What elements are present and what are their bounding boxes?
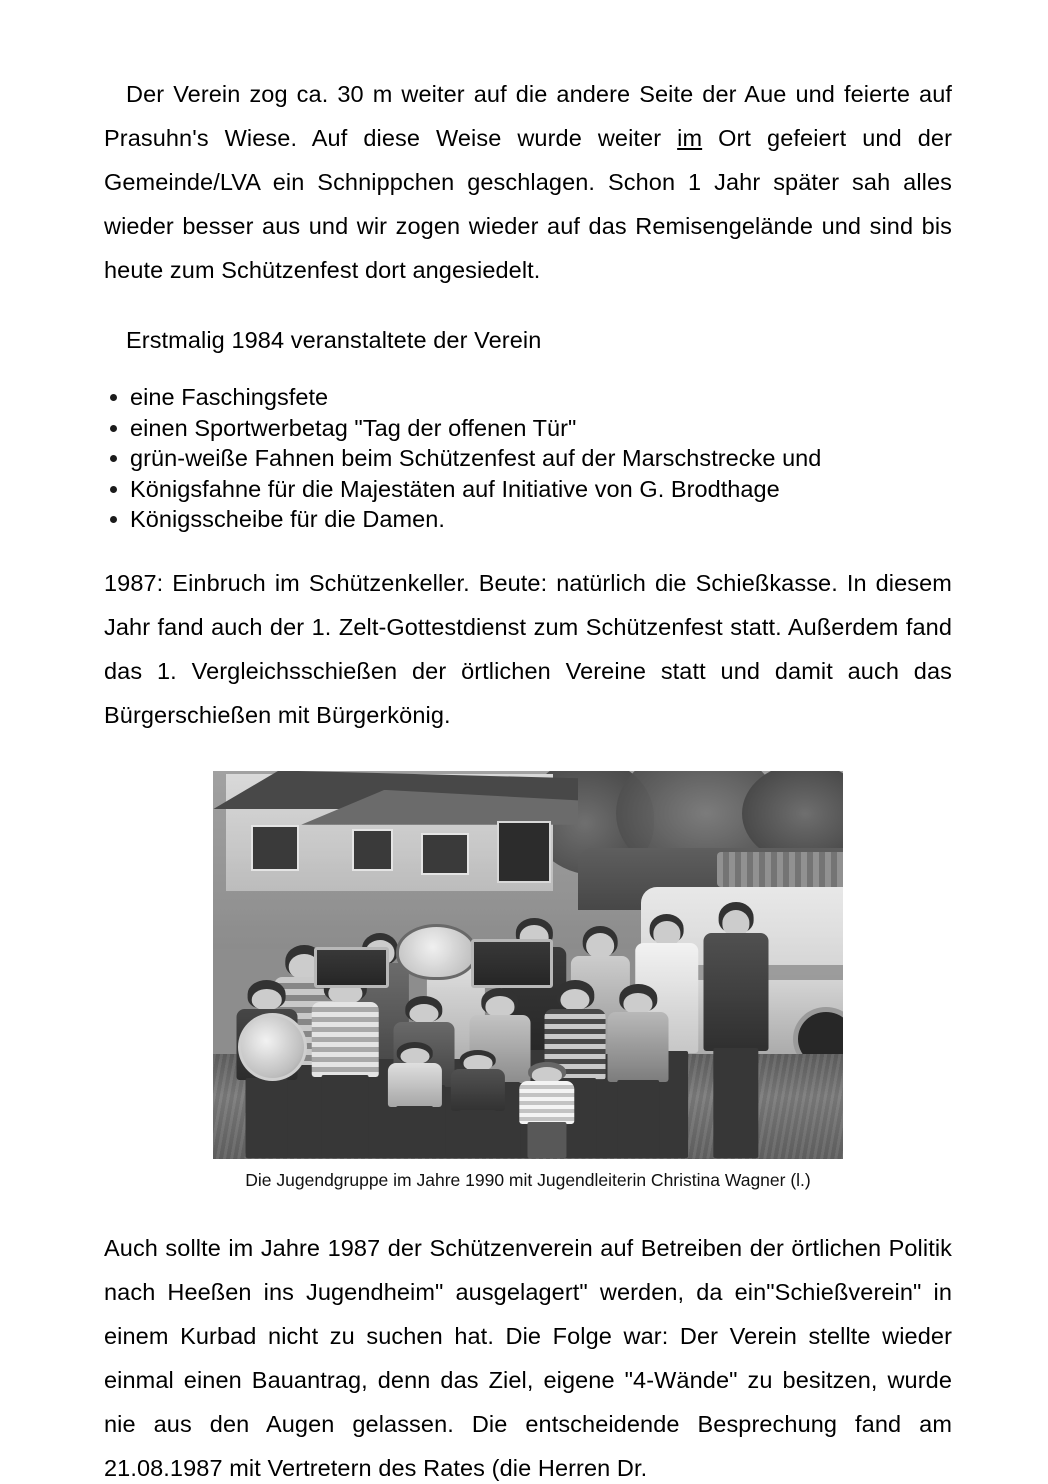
photo-person-head <box>722 910 749 936</box>
photo-house-window <box>251 825 299 872</box>
list-item <box>104 413 952 444</box>
photo-person-legs <box>713 1048 758 1158</box>
photo-person <box>308 972 384 1158</box>
list-item <box>104 382 952 413</box>
photo-child-legs <box>396 1106 434 1158</box>
paragraph-1-text-after: Ort gefeiert und der Gemeinde/LVA ein Schnippchen geschlagen. Schon 1 Jahr später sah alles wieder besser aus und wir zogen wieder auf das Remisengelände und sind bis heute zum Schützenfest dort angesiedelt. <box>104 125 952 283</box>
photo-child-legs <box>459 1110 497 1159</box>
photo-house-window <box>421 833 469 876</box>
paragraph-3: 1987: Einbruch im Schützenkeller. Beute: natürlich die Schießkasse. In diesem Jahr fand auch der 1. Zelt-Gottestdienst zum Schützenfest statt. Außerdem fand das 1. Vergleichsschießen der örtlichen Vereine statt und damit auch das Bürgerschießen mit Bürgerkönig. <box>104 569 952 728</box>
spacer-after-paragraph-2 <box>104 362 952 382</box>
photo-trophy-shield <box>396 924 478 980</box>
list-item <box>104 504 952 535</box>
photo-person-torso <box>608 1012 669 1082</box>
page-content <box>104 72 952 1484</box>
photo-person <box>604 984 673 1159</box>
photo-flower-box <box>717 852 843 887</box>
photo-toddler-legs <box>527 1122 566 1159</box>
photo-toddler-torso <box>519 1081 574 1124</box>
photo-person-torso <box>312 1002 379 1076</box>
photo-person <box>698 902 774 1158</box>
list-item <box>104 443 952 474</box>
paragraph-4: Auch sollte im Jahre 1987 der Schützenverein auf Betreiben der örtlichen Politik nach Heeßen ins Jugendheim" ausgelagert" werden, da ein"Schießverein" in einem Kurbad nicht zu suchen hat. Die Folge war: Der Verein stellte wieder einmal einen Bauantrag, denn das Ziel, eigene "4-Wände" zu besitzen, wurde nie aus den Augen gelassen. Die entscheidende Besprechung fand am 21.08.1987 mit Vertretern des Rates (die Herren Dr. <box>104 1234 952 1481</box>
photo-person-head <box>409 1004 438 1024</box>
spacer-after-figure <box>104 1192 952 1226</box>
photo-child-head <box>463 1055 492 1070</box>
photo-person-head <box>624 993 653 1014</box>
paragraph-1-underlined-word: im <box>677 125 703 151</box>
photo-child-torso <box>388 1063 442 1107</box>
list-item-label: grün-weiße Fahnen beim Schützenfest auf der Marschstrecke und <box>130 445 822 471</box>
list-item-label: Königsfahne für die Majestäten auf Initiative von G. Brodthage <box>130 475 780 502</box>
photo-person-legs <box>617 1080 659 1159</box>
list-item-label: einen Sportwerbetag "Tag der offenen Tür" <box>130 414 577 441</box>
bullet-list <box>104 382 952 535</box>
list-item-label: eine Faschingsfete <box>130 384 329 410</box>
photo-person-head <box>485 996 514 1016</box>
photo-person-torso <box>703 933 768 1051</box>
paragraph-2: Erstmalig 1984 veranstaltete der Verein <box>126 327 542 353</box>
photo-toddler <box>515 1062 578 1159</box>
photograph <box>213 771 843 1159</box>
photo-trophy-plaque <box>314 947 389 988</box>
photo-house-window <box>352 829 394 872</box>
photo-house-door <box>497 821 551 883</box>
list-item <box>104 474 952 505</box>
spacer-after-bullets <box>104 535 952 561</box>
figure-youth-group <box>104 771 952 1192</box>
photo-person-head <box>251 989 281 1010</box>
list-item-label: Königsscheibe für die Damen. <box>130 506 445 532</box>
spacer-after-paragraph-1 <box>104 292 952 318</box>
photo-child <box>383 1042 446 1158</box>
photo-person-head <box>653 921 680 945</box>
paragraph-1 <box>104 72 952 292</box>
spacer-before-figure <box>104 737 952 771</box>
photo-person-legs <box>322 1075 369 1159</box>
photo-person-head <box>561 989 590 1010</box>
figure-caption: Die Jugendgruppe im Jahre 1990 mit Jugendleiterin Christina Wagner (l.) <box>245 1169 811 1190</box>
photo-child-torso <box>451 1069 505 1110</box>
paragraph-1-text-before: Der Verein zog ca. 30 m weiter auf die andere Seite der Aue und feierte auf Prasuhn's Wiese. Auf diese Weise wurde weiter <box>104 81 952 151</box>
photo-wrapper <box>213 771 843 1159</box>
photo-person-legs <box>245 1078 288 1158</box>
photo-child-head <box>400 1048 429 1064</box>
photo-child <box>446 1050 509 1159</box>
photo-person-head <box>587 933 615 959</box>
photo-trophy-disc <box>238 1013 307 1081</box>
